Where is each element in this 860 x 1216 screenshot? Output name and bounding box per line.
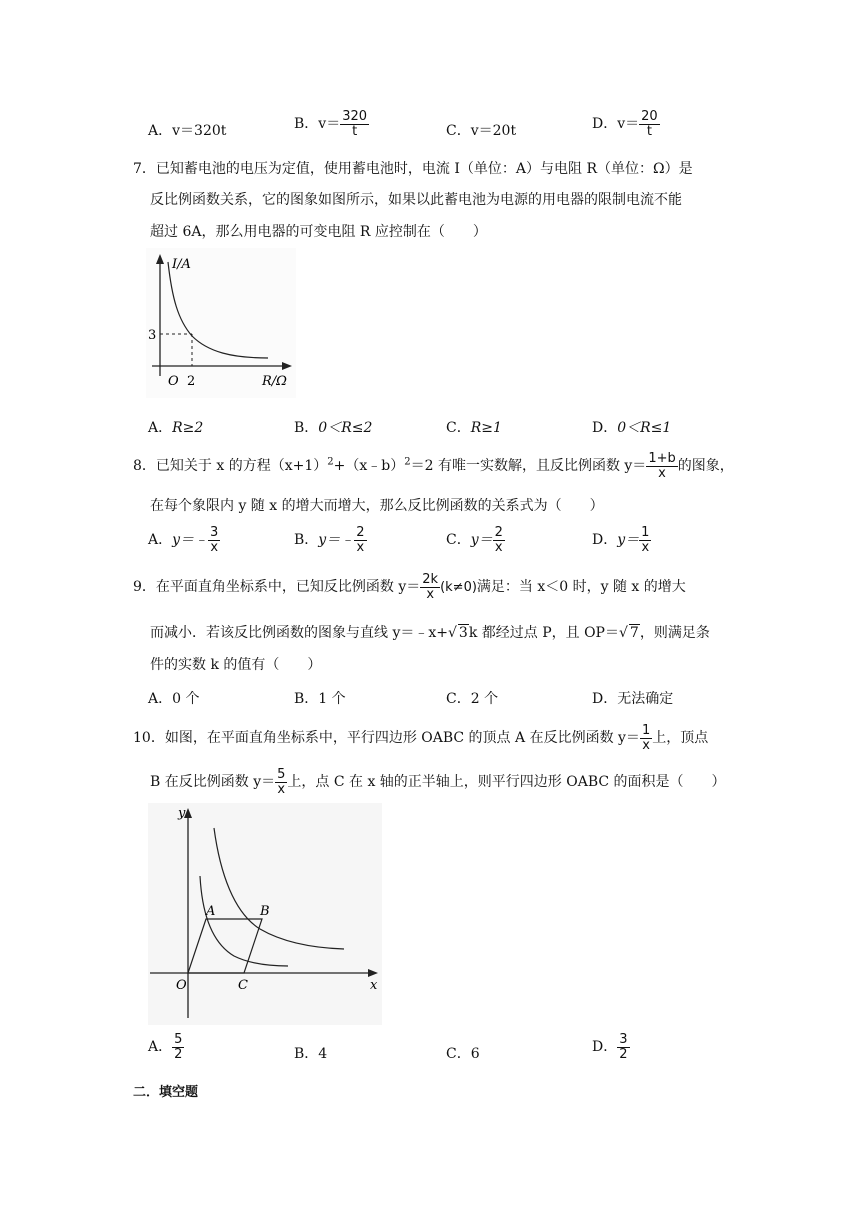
fraction-denominator: t — [646, 123, 652, 139]
option-text: 0 个 — [172, 691, 200, 707]
option-text: R≥1 — [470, 420, 502, 436]
option-fraction — [493, 526, 505, 554]
option-fraction — [172, 1033, 184, 1061]
q9-sqrt-2: 7 — [629, 625, 639, 641]
q6-option-a[interactable] — [148, 120, 226, 140]
option-prefix: v＝ — [318, 116, 341, 133]
q9-text-d: k 都经过点 P，且 OP＝ — [468, 625, 619, 641]
option-text: R≥2 — [172, 420, 204, 436]
fraction-numerator: 5 — [277, 767, 286, 782]
section-heading: 二．填空题 — [133, 1085, 199, 1100]
option-fraction — [617, 1033, 629, 1061]
q10-fraction-2 — [275, 768, 287, 796]
option-text: 0＜R≤2 — [318, 420, 373, 436]
option-text: v＝320t — [172, 123, 227, 139]
q9-line-2 — [150, 622, 710, 642]
q10-text-c: B 在反比例函数 y＝ — [150, 774, 276, 791]
option-text: v＝20t — [470, 123, 517, 139]
q7-option-b[interactable] — [294, 417, 372, 437]
q9-text-b: 满足：当 x＜0 时，y 随 x 的增大 — [476, 579, 686, 596]
option-label: A． — [148, 532, 173, 549]
option-label: C． — [446, 1046, 471, 1062]
fraction-denominator: x — [210, 539, 219, 555]
q8-text-c: ＝2 有唯一实数解，且反比例函数 y＝ — [410, 458, 647, 475]
q9-sqrt-1: 3 — [458, 625, 468, 641]
option-label: D． — [592, 691, 618, 707]
q10-option-b[interactable] — [294, 1043, 327, 1063]
q9-option-c[interactable] — [446, 688, 498, 708]
q10-line-1 — [133, 724, 708, 752]
point-a-label: A — [206, 904, 216, 919]
q6-option-c[interactable] — [446, 120, 516, 140]
x-axis-label: R/Ω — [262, 374, 287, 389]
q7-line-1: 7．已知蓄电池的电压为定值，使用蓄电池时，电流 I（单位：A）与电阻 R（单位：Ω）是 — [133, 161, 693, 177]
q8-option-a[interactable] — [148, 526, 220, 554]
fraction-denominator: t — [352, 123, 358, 139]
q10-option-c[interactable] — [446, 1043, 480, 1063]
option-text: 无法确定 — [617, 691, 674, 707]
q9-option-b[interactable] — [294, 688, 346, 708]
option-label: B． — [294, 1046, 319, 1062]
q8-option-c[interactable] — [446, 526, 505, 554]
q10-option-d[interactable] — [592, 1033, 630, 1061]
q8-fraction — [646, 452, 677, 480]
origin-label: O — [168, 374, 179, 389]
fraction-denominator: x — [494, 539, 503, 555]
point-b-label: B — [260, 904, 270, 919]
q9-line-1 — [133, 573, 686, 601]
q9-text-a: 9．在平面直角坐标系中，已知反比例函数 y＝ — [133, 579, 421, 596]
q7-line-3: 超过 6A，那么用电器的可变电阻 R 应控制在（ ） — [150, 224, 487, 240]
fraction-numerator: 1+b — [648, 451, 676, 466]
option-label: D． — [592, 116, 618, 133]
option-label: B． — [294, 691, 319, 707]
q8-line-1 — [133, 452, 734, 480]
fraction-denominator: 2 — [619, 1046, 628, 1062]
fraction-numerator: 3 — [619, 1032, 628, 1047]
q9-option-d[interactable] — [592, 688, 673, 708]
option-fraction — [340, 110, 369, 138]
q8-sup-1: 2 — [327, 456, 334, 468]
fraction-numerator: 320 — [342, 109, 368, 124]
q9-option-a[interactable] — [148, 688, 199, 708]
option-label: C． — [446, 123, 471, 139]
q8-text-d: 的图象， — [677, 458, 734, 475]
q10-text-d: 上，点 C 在 x 轴的正半轴上，则平行四边形 OABC 的面积是（ ） — [287, 774, 726, 791]
q8-sup-2: 2 — [404, 456, 411, 468]
fraction-numerator: 2 — [356, 525, 365, 540]
fraction-numerator: 3 — [210, 525, 219, 540]
fraction-numerator: 2 — [494, 525, 503, 540]
q7-option-d[interactable] — [592, 417, 671, 437]
option-fraction — [639, 526, 651, 554]
option-text: 1 个 — [318, 691, 346, 707]
option-label: D． — [592, 1039, 618, 1056]
option-label: C． — [446, 420, 471, 436]
option-label: A． — [148, 420, 173, 436]
q9-text-e: ，则满足条 — [639, 625, 710, 641]
option-text: 6 — [470, 1046, 480, 1062]
x-axis-label: x — [370, 978, 378, 993]
fraction-numerator: 5 — [174, 1032, 183, 1047]
fraction-numerator: 20 — [641, 109, 658, 124]
option-prefix: y＝ — [470, 532, 493, 549]
option-label: B． — [294, 532, 319, 549]
tick-x-label: 2 — [187, 374, 196, 389]
option-label: B． — [294, 420, 319, 436]
option-fraction — [354, 526, 366, 554]
option-text: 4 — [318, 1046, 328, 1062]
q10-fraction-1 — [640, 724, 652, 752]
fraction-denominator: x — [658, 465, 666, 481]
fraction-denominator: x — [642, 737, 650, 753]
q10-option-a[interactable] — [148, 1033, 184, 1061]
q9-line-3: 件的实数 k 的值有（ ） — [150, 657, 322, 673]
option-label: D． — [592, 532, 618, 549]
sqrt-icon: √ — [618, 625, 628, 641]
option-label: C． — [446, 691, 471, 707]
option-label: C． — [446, 532, 471, 549]
y-axis-label: y — [178, 806, 186, 821]
option-prefix: y＝﹣ — [172, 532, 209, 549]
option-label: A． — [148, 1039, 173, 1056]
q7-option-c[interactable] — [446, 417, 502, 437]
fraction-denominator: 2 — [174, 1046, 183, 1062]
fraction-denominator: x — [641, 539, 650, 555]
option-label: B． — [294, 116, 319, 133]
q6-option-d[interactable] — [592, 110, 660, 138]
origin-label: O — [176, 978, 187, 993]
q8-text-b: +（x﹣b） — [333, 458, 405, 475]
q9-condition: (k≠0) — [440, 580, 477, 596]
option-label: A． — [148, 691, 173, 707]
option-prefix: y＝﹣ — [318, 532, 355, 549]
q10-graph — [148, 803, 382, 1025]
q9-fraction — [420, 573, 440, 601]
fraction-denominator: x — [356, 539, 365, 555]
option-prefix: y＝ — [617, 532, 640, 549]
fraction-numerator: 1 — [641, 525, 650, 540]
q10-text-a: 10．如图，在平面直角坐标系中，平行四边形 OABC 的顶点 A 在反比例函数 y＝ — [133, 730, 640, 747]
q9-text-c: 而减小．若该反比例函数的图象与直线 y＝﹣x+ — [150, 625, 448, 641]
q8-option-b[interactable] — [294, 526, 367, 554]
q6-option-b[interactable] — [294, 110, 369, 138]
option-text: 2 个 — [470, 691, 499, 707]
option-label: D． — [592, 420, 618, 436]
q8-option-d[interactable] — [592, 526, 651, 554]
fraction-numerator: 2k — [422, 572, 439, 587]
option-label: A． — [148, 123, 173, 139]
option-text: 0＜R≤1 — [617, 420, 672, 436]
q7-line-2: 反比例函数关系，它的图象如图所示，如果以此蓄电池为电源的用电器的限制电流不能 — [150, 192, 682, 208]
y-axis-label: I/A — [172, 257, 191, 272]
q8-line-2: 在每个象限内 y 随 x 的增大而增大，那么反比例函数的关系式为（ ） — [150, 498, 604, 514]
fraction-denominator: x — [426, 586, 435, 602]
option-fraction — [208, 526, 220, 554]
q10-line-2 — [150, 768, 726, 796]
q8-text-a: 8．已知关于 x 的方程（x+1） — [133, 458, 328, 475]
fraction-denominator: x — [277, 781, 286, 797]
fraction-numerator: 1 — [641, 723, 651, 738]
option-fraction — [639, 110, 660, 138]
q10-text-b: 上，顶点 — [652, 730, 709, 747]
q7-graph — [146, 248, 296, 398]
sqrt-icon: √ — [447, 625, 457, 641]
q7-option-a[interactable] — [148, 417, 203, 437]
tick-y-label: 3 — [148, 328, 157, 343]
point-c-label: C — [238, 978, 248, 993]
option-prefix: v＝ — [617, 116, 640, 133]
